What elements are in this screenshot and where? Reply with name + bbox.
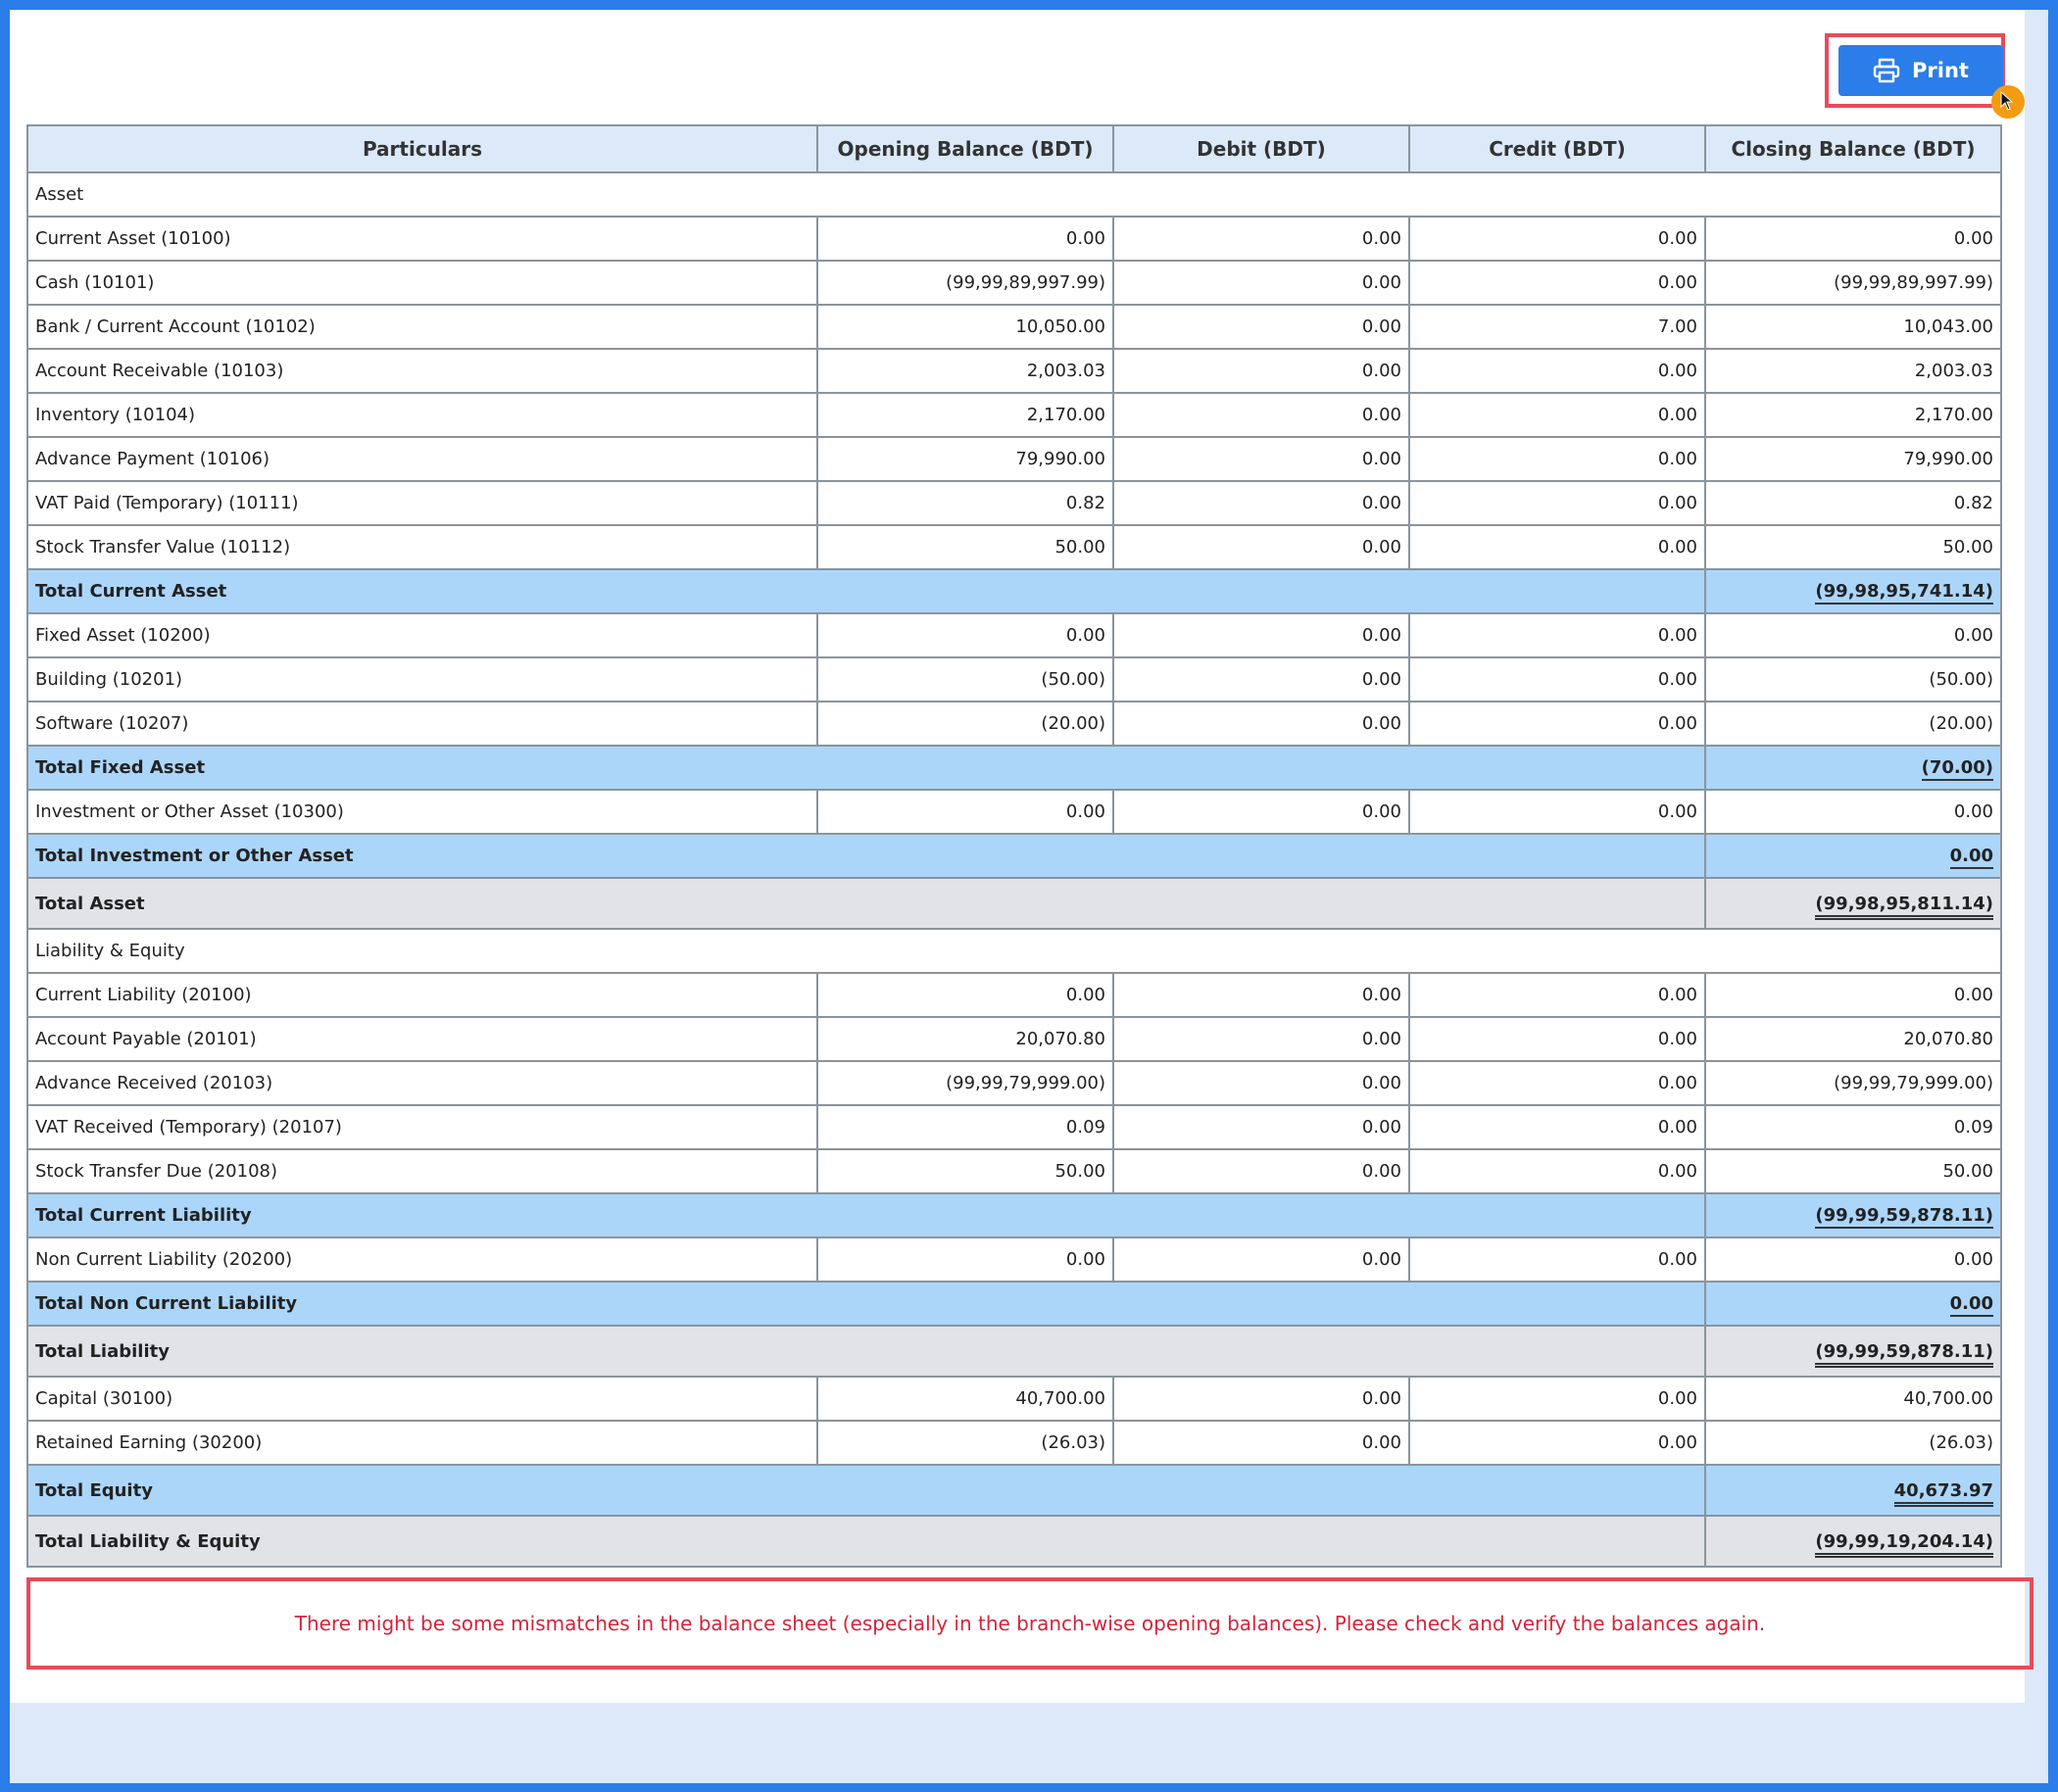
total-closing-cell-value: 40,673.97 xyxy=(1894,1480,1993,1507)
mouse-cursor-icon xyxy=(1991,85,2025,119)
credit-cell: 0.00 xyxy=(1409,349,1705,393)
table-row xyxy=(27,217,2001,261)
opening-balance-cell: 10,050.00 xyxy=(817,305,1113,349)
section-label: Liability & Equity xyxy=(27,929,2001,973)
debit-cell: 0.00 xyxy=(1113,1421,1409,1465)
table-row xyxy=(27,305,2001,349)
total-closing-cell xyxy=(1705,1326,2001,1377)
closing-balance-cell: (99,99,89,997.99) xyxy=(1705,261,2001,305)
particulars-cell: Cash (10101) xyxy=(27,261,817,305)
credit-cell: 0.00 xyxy=(1409,481,1705,525)
particulars-cell: Retained Earning (30200) xyxy=(27,1421,817,1465)
table-row xyxy=(27,790,2001,834)
opening-balance-cell: (99,99,79,999.00) xyxy=(817,1061,1113,1105)
total-closing-cell xyxy=(1705,1193,2001,1237)
total-row xyxy=(27,1326,2001,1377)
closing-balance-cell: (26.03) xyxy=(1705,1421,2001,1465)
closing-balance-cell: 0.82 xyxy=(1705,481,2001,525)
table-row xyxy=(27,261,2001,305)
debit-cell: 0.00 xyxy=(1113,1377,1409,1421)
total-label-cell: Total Investment or Other Asset xyxy=(27,834,1705,878)
opening-balance-cell: 0.82 xyxy=(817,481,1113,525)
closing-balance-cell: (50.00) xyxy=(1705,657,2001,702)
section-header-row xyxy=(27,172,2001,217)
debit-cell: 0.00 xyxy=(1113,1105,1409,1149)
opening-balance-cell: 0.00 xyxy=(817,973,1113,1017)
credit-cell: 0.00 xyxy=(1409,702,1705,746)
opening-balance-cell: 50.00 xyxy=(817,525,1113,569)
debit-cell: 0.00 xyxy=(1113,973,1409,1017)
subtotal-row xyxy=(27,1282,2001,1326)
credit-cell: 0.00 xyxy=(1409,1237,1705,1282)
column-header-opening-balance: Opening Balance (BDT) xyxy=(817,125,1113,172)
section-label: Asset xyxy=(27,172,2001,217)
particulars-cell: Bank / Current Account (10102) xyxy=(27,305,817,349)
table-row xyxy=(27,613,2001,657)
credit-cell: 0.00 xyxy=(1409,973,1705,1017)
debit-cell: 0.00 xyxy=(1113,217,1409,261)
closing-balance-cell: 0.00 xyxy=(1705,613,2001,657)
particulars-cell: Account Receivable (10103) xyxy=(27,349,817,393)
opening-balance-cell: 0.00 xyxy=(817,1237,1113,1282)
particulars-cell: Advance Received (20103) xyxy=(27,1061,817,1105)
opening-balance-cell: 20,070.80 xyxy=(817,1017,1113,1061)
particulars-cell: Fixed Asset (10200) xyxy=(27,613,817,657)
total-closing-cell-value: 0.00 xyxy=(1950,846,1993,869)
particulars-cell: Capital (30100) xyxy=(27,1377,817,1421)
particulars-cell: Inventory (10104) xyxy=(27,393,817,437)
credit-cell: 0.00 xyxy=(1409,1017,1705,1061)
opening-balance-cell: (99,99,89,997.99) xyxy=(817,261,1113,305)
print-button-label: Print xyxy=(1912,59,1969,82)
credit-cell: 0.00 xyxy=(1409,1061,1705,1105)
subtotal-row xyxy=(27,1193,2001,1237)
closing-balance-cell: (20.00) xyxy=(1705,702,2001,746)
balance-sheet-table xyxy=(26,124,2002,1568)
debit-cell: 0.00 xyxy=(1113,481,1409,525)
credit-cell: 0.00 xyxy=(1409,217,1705,261)
total-closing-cell xyxy=(1705,1516,2001,1567)
closing-balance-cell: 50.00 xyxy=(1705,1149,2001,1193)
debit-cell: 0.00 xyxy=(1113,1149,1409,1193)
credit-cell: 0.00 xyxy=(1409,613,1705,657)
total-closing-cell-value: (70.00) xyxy=(1922,757,1993,781)
closing-balance-cell: 79,990.00 xyxy=(1705,437,2001,481)
debit-cell: 0.00 xyxy=(1113,261,1409,305)
section-header-row xyxy=(27,929,2001,973)
credit-cell: 0.00 xyxy=(1409,437,1705,481)
closing-balance-cell: 50.00 xyxy=(1705,525,2001,569)
particulars-cell: VAT Received (Temporary) (20107) xyxy=(27,1105,817,1149)
printer-icon xyxy=(1873,58,1900,83)
total-closing-cell-value: (99,99,59,878.11) xyxy=(1815,1341,1993,1368)
closing-balance-cell: 2,003.03 xyxy=(1705,349,2001,393)
credit-cell: 7.00 xyxy=(1409,305,1705,349)
column-header-debit: Debit (BDT) xyxy=(1113,125,1409,172)
total-closing-cell xyxy=(1705,1282,2001,1326)
print-button-highlight xyxy=(1825,33,2005,108)
table-header-row xyxy=(27,125,2001,172)
total-closing-cell-value: (99,98,95,811.14) xyxy=(1815,894,1993,920)
particulars-cell: Building (10201) xyxy=(27,657,817,702)
column-header-particulars: Particulars xyxy=(27,125,817,172)
credit-cell: 0.00 xyxy=(1409,525,1705,569)
mismatch-warning-text: There might be some mismatches in the balance sheet (especially in the branch-wise opening balances). Please check and verify the balances again. xyxy=(294,1612,1766,1635)
debit-cell: 0.00 xyxy=(1113,305,1409,349)
closing-balance-cell: 20,070.80 xyxy=(1705,1017,2001,1061)
credit-cell: 0.00 xyxy=(1409,1149,1705,1193)
table-row xyxy=(27,1105,2001,1149)
closing-balance-cell: 10,043.00 xyxy=(1705,305,2001,349)
mismatch-warning xyxy=(26,1577,2034,1670)
total-row xyxy=(27,878,2001,929)
total-label-cell: Total Asset xyxy=(27,878,1705,929)
opening-balance-cell: (20.00) xyxy=(817,702,1113,746)
total-row xyxy=(27,1516,2001,1567)
credit-cell: 0.00 xyxy=(1409,261,1705,305)
opening-balance-cell: 79,990.00 xyxy=(817,437,1113,481)
particulars-cell: Account Payable (20101) xyxy=(27,1017,817,1061)
table-row xyxy=(27,393,2001,437)
opening-balance-cell: (50.00) xyxy=(817,657,1113,702)
closing-balance-cell: 0.00 xyxy=(1705,973,2001,1017)
closing-balance-cell: 0.00 xyxy=(1705,790,2001,834)
table-row xyxy=(27,657,2001,702)
particulars-cell: Stock Transfer Due (20108) xyxy=(27,1149,817,1193)
column-header-closing-balance: Closing Balance (BDT) xyxy=(1705,125,2001,172)
closing-balance-cell: 0.00 xyxy=(1705,1237,2001,1282)
table-body xyxy=(27,172,2001,1567)
total-label-cell: Total Non Current Liability xyxy=(27,1282,1705,1326)
subtotal-row xyxy=(27,746,2001,790)
total-closing-cell xyxy=(1705,834,2001,878)
credit-cell: 0.00 xyxy=(1409,393,1705,437)
total-row xyxy=(27,1465,2001,1516)
debit-cell: 0.00 xyxy=(1113,393,1409,437)
table-row xyxy=(27,1017,2001,1061)
particulars-cell: Investment or Other Asset (10300) xyxy=(27,790,817,834)
credit-cell: 0.00 xyxy=(1409,1421,1705,1465)
debit-cell: 0.00 xyxy=(1113,790,1409,834)
table-row xyxy=(27,973,2001,1017)
table-row xyxy=(27,1061,2001,1105)
total-closing-cell-value: (99,99,59,878.11) xyxy=(1815,1205,1993,1229)
credit-cell: 0.00 xyxy=(1409,1105,1705,1149)
particulars-cell: Non Current Liability (20200) xyxy=(27,1237,817,1282)
closing-balance-cell: 40,700.00 xyxy=(1705,1377,2001,1421)
debit-cell: 0.00 xyxy=(1113,1061,1409,1105)
closing-balance-cell: 0.00 xyxy=(1705,217,2001,261)
total-closing-cell xyxy=(1705,746,2001,790)
debit-cell: 0.00 xyxy=(1113,613,1409,657)
total-closing-cell xyxy=(1705,878,2001,929)
opening-balance-cell: 0.00 xyxy=(817,217,1113,261)
table-row xyxy=(27,349,2001,393)
print-button[interactable] xyxy=(1838,45,2003,96)
credit-cell: 0.00 xyxy=(1409,790,1705,834)
subtotal-row xyxy=(27,834,2001,878)
page-frame xyxy=(10,10,2048,1783)
debit-cell: 0.00 xyxy=(1113,525,1409,569)
particulars-cell: Advance Payment (10106) xyxy=(27,437,817,481)
table-row xyxy=(27,1377,2001,1421)
opening-balance-cell: 0.09 xyxy=(817,1105,1113,1149)
opening-balance-cell: 0.00 xyxy=(817,790,1113,834)
total-closing-cell xyxy=(1705,569,2001,613)
total-closing-cell-value: (99,99,19,204.14) xyxy=(1815,1531,1993,1558)
credit-cell: 0.00 xyxy=(1409,657,1705,702)
debit-cell: 0.00 xyxy=(1113,1017,1409,1061)
table-row xyxy=(27,702,2001,746)
total-label-cell: Total Current Liability xyxy=(27,1193,1705,1237)
table-row xyxy=(27,525,2001,569)
total-label-cell: Total Liability xyxy=(27,1326,1705,1377)
subtotal-row xyxy=(27,569,2001,613)
opening-balance-cell: 0.00 xyxy=(817,613,1113,657)
opening-balance-cell: (26.03) xyxy=(817,1421,1113,1465)
total-label-cell: Total Liability & Equity xyxy=(27,1516,1705,1567)
table-row xyxy=(27,1237,2001,1282)
closing-balance-cell: 0.09 xyxy=(1705,1105,2001,1149)
balance-sheet-panel xyxy=(10,10,2025,1703)
debit-cell: 0.00 xyxy=(1113,1237,1409,1282)
total-closing-cell-value: (99,98,95,741.14) xyxy=(1815,581,1993,605)
opening-balance-cell: 40,700.00 xyxy=(817,1377,1113,1421)
particulars-cell: Current Asset (10100) xyxy=(27,217,817,261)
debit-cell: 0.00 xyxy=(1113,657,1409,702)
debit-cell: 0.00 xyxy=(1113,702,1409,746)
total-label-cell: Total Current Asset xyxy=(27,569,1705,613)
column-header-credit: Credit (BDT) xyxy=(1409,125,1705,172)
debit-cell: 0.00 xyxy=(1113,349,1409,393)
closing-balance-cell: 2,170.00 xyxy=(1705,393,2001,437)
table-row xyxy=(27,437,2001,481)
debit-cell: 0.00 xyxy=(1113,437,1409,481)
particulars-cell: VAT Paid (Temporary) (10111) xyxy=(27,481,817,525)
table-row xyxy=(27,1421,2001,1465)
closing-balance-cell: (99,99,79,999.00) xyxy=(1705,1061,2001,1105)
opening-balance-cell: 2,003.03 xyxy=(817,349,1113,393)
opening-balance-cell: 2,170.00 xyxy=(817,393,1113,437)
particulars-cell: Software (10207) xyxy=(27,702,817,746)
opening-balance-cell: 50.00 xyxy=(817,1149,1113,1193)
total-label-cell: Total Fixed Asset xyxy=(27,746,1705,790)
total-label-cell: Total Equity xyxy=(27,1465,1705,1516)
total-closing-cell-value: 0.00 xyxy=(1950,1293,1993,1317)
particulars-cell: Stock Transfer Value (10112) xyxy=(27,525,817,569)
particulars-cell: Current Liability (20100) xyxy=(27,973,817,1017)
credit-cell: 0.00 xyxy=(1409,1377,1705,1421)
table-row xyxy=(27,481,2001,525)
table-row xyxy=(27,1149,2001,1193)
total-closing-cell xyxy=(1705,1465,2001,1516)
